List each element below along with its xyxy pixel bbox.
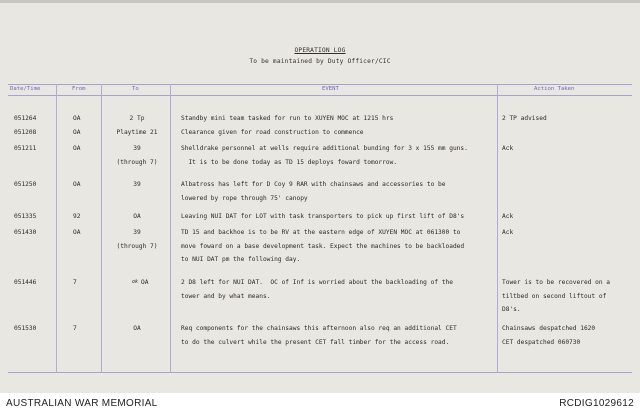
row-5-event: Leaving NUI DAT for LOT with task transporters to pick up first lift of D8's (181, 213, 465, 220)
column-divider-3 (170, 84, 171, 373)
row-7-to: OA (141, 279, 149, 286)
row-3-to: 39 (through 7) (116, 145, 158, 166)
column-header-action: Action Taken (534, 86, 575, 92)
row-7-action: Tower is to be recovered on a tiltbed on second liftout of D8's. (502, 279, 611, 314)
row-8-action: Chainsaws despatched 1620 CET despatched 060730 (502, 325, 596, 346)
column-divider-4 (497, 84, 498, 373)
row-8-to: OA (133, 325, 141, 332)
row-3-from: OA (73, 145, 81, 152)
row-5-action: Ack (502, 213, 514, 220)
row-4-to: 39 (133, 181, 141, 188)
row-7-datetime: 051446 (14, 279, 37, 286)
row-2-to: Playtime 21 (116, 129, 158, 136)
row-4-datetime: 051250 (14, 181, 37, 188)
row-2-event: Clearance given for road construction to commence (181, 129, 364, 136)
row-1-from: OA (73, 115, 81, 122)
row-6-from: OA (73, 229, 81, 236)
document-subtitle: To be maintained by Duty Officer/CIC (249, 58, 391, 65)
row-8-event: Req components for the chainsaws this afternoon also req an additional CET to do the culvert while the present CET fall timber for the access road. (181, 325, 457, 346)
row-4-event: Albatross has left for D Coy 9 RAR with chainsaws and accessories to be lowered by rope through 75' canopy (181, 181, 446, 202)
row-2-from: OA (73, 129, 81, 136)
row-3-event: Shelldrake personnel at wells require additional bunding for 3 x 155 mm guns. It is to be done today as TD 15 deploys foward tomorrow. (181, 145, 468, 166)
row-6-datetime: 051430 (14, 229, 37, 236)
row-6-event: TD 15 and backhoe is to be RV at the eastern edge of XUYEN MOC at 061300 to move foward on a base development task. Expect the machines to be backloaded to NUI DAT pm the following day. (181, 229, 465, 264)
row-2-datetime: 051208 (14, 129, 37, 136)
column-header-to: To (132, 86, 139, 92)
footer-bar (0, 393, 640, 413)
handwritten-ok-mark: ok (132, 279, 139, 285)
sheet-top-edge (0, 0, 640, 3)
row-1-datetime: 051264 (14, 115, 37, 122)
row-8-datetime: 051530 (14, 325, 37, 332)
row-5-from: 92 (73, 213, 81, 220)
row-4-from: OA (73, 181, 81, 188)
row-5-to: OA (133, 213, 141, 220)
row-1-event: Standby mini team tasked for run to XUYEN MOC at 1215 hrs (181, 115, 394, 122)
row-6-to: 39 (through 7) (116, 229, 158, 250)
column-header-datetime: Date/Time (10, 86, 41, 92)
document-title: OPERATION LOG (294, 47, 346, 54)
footer-source: AUSTRALIAN WAR MEMORIAL (6, 398, 158, 409)
column-divider-2 (101, 84, 102, 373)
row-7-event: 2 D8 left for NUI DAT. OC of Inf is worried about the backloading of the tower and by what means. (181, 279, 453, 300)
column-header-from: From (72, 86, 86, 92)
row-3-datetime: 051211 (14, 145, 37, 152)
row-5-datetime: 051335 (14, 213, 37, 220)
column-divider-1 (56, 84, 57, 373)
column-header-event: EVENT (322, 86, 339, 92)
row-1-to: 2 Tp (129, 115, 145, 122)
row-1-action: 2 TP advised (502, 115, 547, 122)
row-3-action: Ack (502, 145, 514, 152)
row-6-action: Ack (502, 229, 514, 236)
row-8-from: 7 (73, 325, 77, 332)
footer-record-id: RCDIG1029612 (559, 398, 634, 409)
row-7-from: 7 (73, 279, 77, 286)
